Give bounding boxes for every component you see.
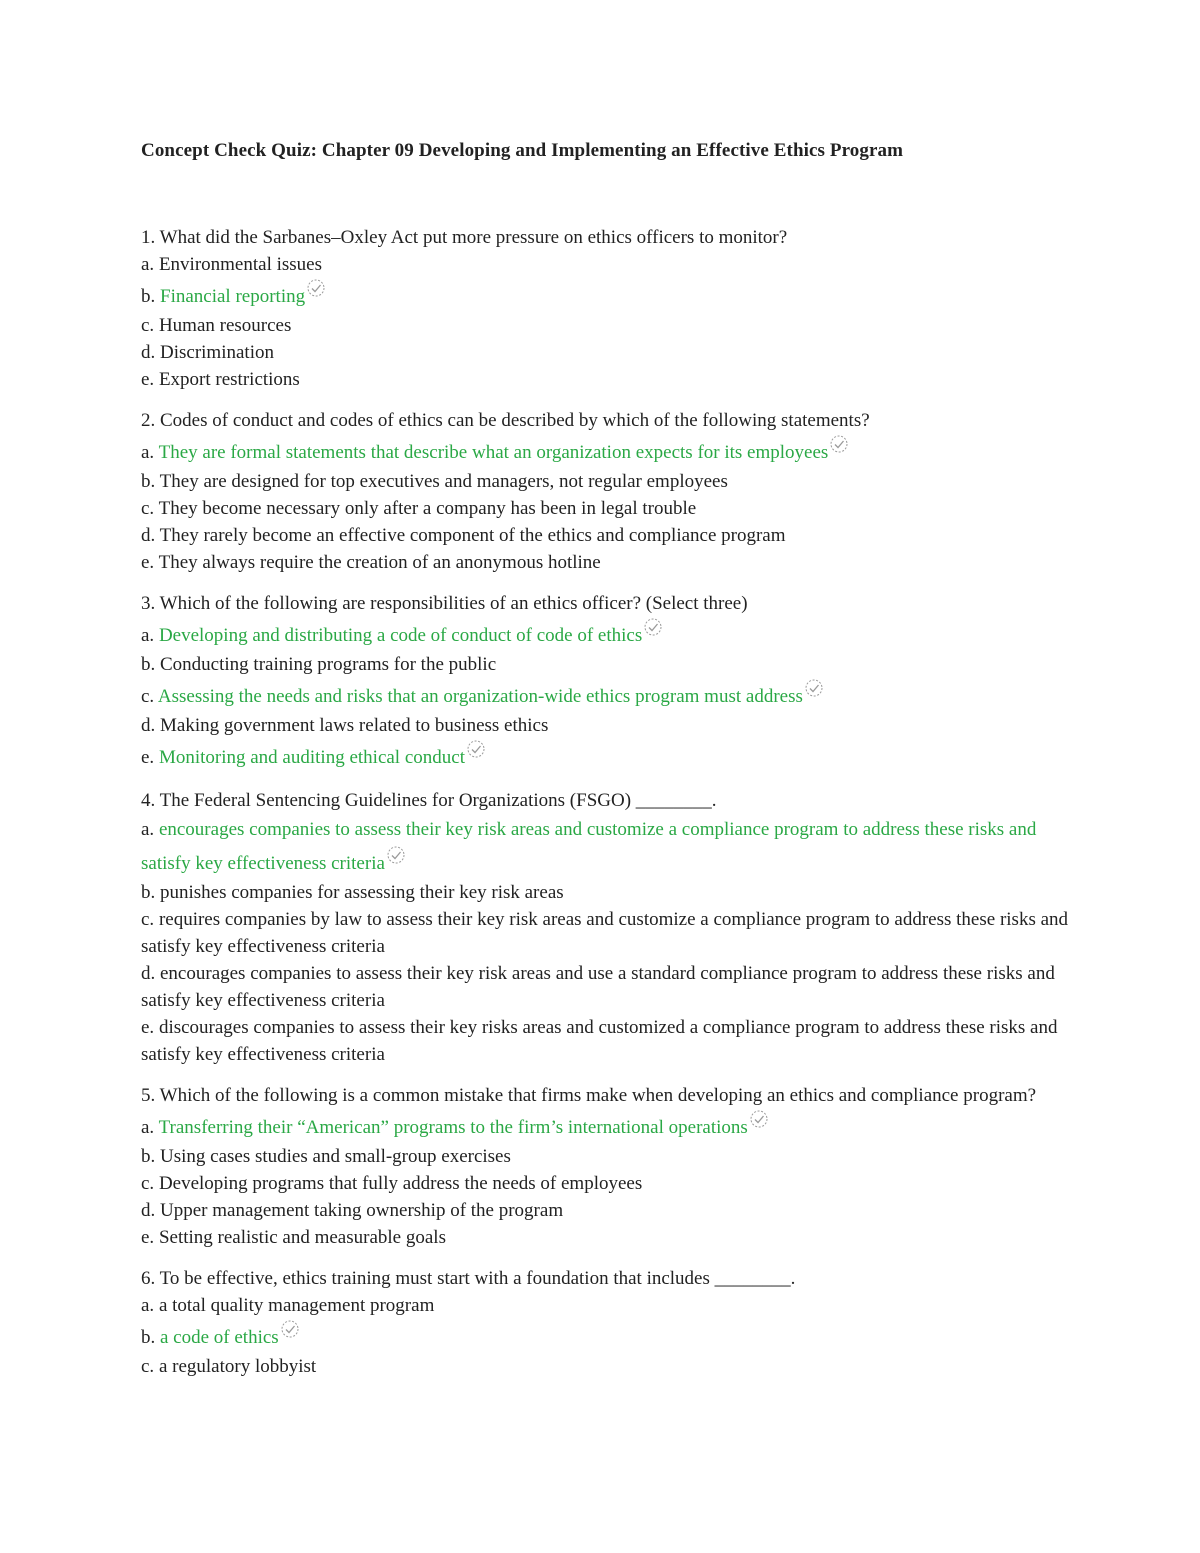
option-letter: a. — [141, 254, 155, 275]
answer-option — [141, 1170, 1071, 1197]
answer-option — [141, 339, 1071, 366]
option-letter: d. — [141, 715, 156, 736]
quiz-question-5 — [141, 1082, 1071, 1251]
option-letter: c. — [141, 1356, 155, 1377]
quiz-question-3 — [141, 590, 1071, 773]
question-text: 5. Which of the following is a common mistake that firms make when developing an ethics and compliance program? — [141, 1085, 1037, 1106]
option-letter: d. — [141, 1200, 156, 1221]
option-letter: b. — [141, 1146, 156, 1167]
quiz-question-2 — [141, 407, 1071, 576]
option-letter: c. — [141, 909, 155, 930]
option-text: Environmental issues — [158, 254, 322, 275]
option-text: They are formal statements that describe what an organization expects for its employees — [158, 442, 829, 463]
correct-answer-option — [141, 278, 1071, 312]
correct-answer-option — [141, 1109, 1071, 1143]
quiz-question-4 — [141, 787, 1071, 1068]
checkmark-circle-icon — [386, 845, 406, 865]
option-text: Assessing the needs and risks that an organization-wide ethics program must address — [157, 686, 803, 707]
option-letter: d. — [141, 963, 156, 984]
option-text: They always require the creation of an anonymous hotline — [158, 552, 601, 573]
answer-option — [141, 879, 1071, 906]
document-page — [141, 140, 1071, 1394]
correct-answer-option — [141, 434, 1071, 468]
option-letter: e. — [141, 369, 155, 390]
option-text: a code of ethics — [160, 1327, 279, 1348]
option-text: Transferring their “American” programs to the firm’s international operations — [158, 1117, 748, 1138]
option-text: Discrimination — [160, 342, 274, 363]
quiz-question-list — [141, 224, 1071, 1380]
option-letter: a. — [141, 1117, 155, 1138]
option-letter: e. — [141, 552, 155, 573]
correct-answer-option — [141, 678, 1071, 712]
answer-option — [141, 468, 1071, 495]
option-text: Financial reporting — [160, 286, 306, 307]
option-text: Upper management taking ownership of the program — [160, 1200, 564, 1221]
option-letter: b. — [141, 882, 156, 903]
quiz-question-1 — [141, 224, 1071, 393]
option-letter: b. — [141, 1327, 156, 1348]
answer-option — [141, 712, 1071, 739]
option-text: Using cases studies and small-group exercises — [160, 1146, 511, 1167]
option-text: Monitoring and auditing ethical conduct — [158, 747, 465, 768]
answer-option — [141, 522, 1071, 549]
option-letter: b. — [141, 654, 156, 675]
document-title: Concept Check Quiz: Chapter 09 Developing and Implementing an Effective Ethics Program — [141, 140, 904, 161]
option-text: They rarely become an effective component of the ethics and compliance program — [159, 525, 786, 546]
checkmark-circle-icon — [643, 617, 663, 637]
answer-option — [141, 1224, 1071, 1251]
answer-option — [141, 1353, 1071, 1380]
answer-option — [141, 651, 1071, 678]
question-text: 1. What did the Sarbanes–Oxley Act put more pressure on ethics officers to monitor? — [141, 227, 788, 248]
answer-option — [141, 251, 1071, 278]
answer-option — [141, 906, 1071, 960]
answer-option — [141, 549, 1071, 576]
answer-option — [141, 1292, 1071, 1319]
checkmark-circle-icon — [466, 739, 486, 759]
option-text: a regulatory lobbyist — [158, 1356, 317, 1377]
checkmark-circle-icon — [829, 434, 849, 454]
option-letter: e. — [141, 747, 155, 768]
option-letter: d. — [141, 342, 156, 363]
option-letter: b. — [141, 471, 156, 492]
quiz-question-6 — [141, 1265, 1071, 1380]
question-text: 4. The Federal Sentencing Guidelines for Organizations (FSGO) ________. — [141, 790, 717, 811]
option-text: They become necessary only after a company has been in legal trouble — [158, 498, 697, 519]
option-text: Developing programs that fully address the needs of employees — [158, 1173, 643, 1194]
answer-option — [141, 1014, 1071, 1068]
checkmark-circle-icon — [804, 678, 824, 698]
option-letter: a. — [141, 625, 155, 646]
correct-answer-option — [141, 617, 1071, 651]
option-letter: c. — [141, 686, 155, 707]
option-text: Export restrictions — [158, 369, 300, 390]
option-text: encourages companies to assess their key risk areas and customize a compliance program to address these risks and satisfy key effectiveness criteria — [141, 819, 1037, 874]
option-letter: e. — [141, 1227, 155, 1248]
answer-option — [141, 495, 1071, 522]
option-letter: a. — [141, 1295, 155, 1316]
answer-option — [141, 1197, 1071, 1224]
answer-option — [141, 960, 1071, 1014]
checkmark-circle-icon — [749, 1109, 769, 1129]
option-letter: e. — [141, 1017, 155, 1038]
checkmark-circle-icon — [306, 278, 326, 298]
checkmark-circle-icon — [280, 1319, 300, 1339]
option-text: encourages companies to assess their key risk areas and use a standard compliance program to address these risks and satisfy key effectiveness criteria — [141, 963, 1055, 1011]
option-text: a total quality management program — [158, 1295, 435, 1316]
option-text: punishes companies for assessing their key risk areas — [160, 882, 564, 903]
option-text: Setting realistic and measurable goals — [158, 1227, 446, 1248]
question-text: 3. Which of the following are responsibilities of an ethics officer? (Select three) — [141, 593, 748, 614]
option-text: Developing and distributing a code of conduct of code of ethics — [158, 625, 643, 646]
answer-option — [141, 1143, 1071, 1170]
option-letter: c. — [141, 1173, 155, 1194]
option-letter: d. — [141, 525, 156, 546]
option-letter: a. — [141, 819, 155, 840]
option-text: requires companies by law to assess their key risk areas and customize a compliance program to address these risks and satisfy key effectiveness criteria — [141, 909, 1069, 957]
option-text: Making government laws related to business ethics — [160, 715, 549, 736]
option-letter: a. — [141, 442, 155, 463]
option-text: discourages companies to assess their key risks areas and customized a compliance program to address these risks and satisfy key effectiveness criteria — [141, 1017, 1058, 1065]
option-letter: c. — [141, 498, 155, 519]
option-text: Conducting training programs for the public — [160, 654, 497, 675]
option-letter: b. — [141, 286, 156, 307]
option-letter: c. — [141, 315, 155, 336]
question-text: 2. Codes of conduct and codes of ethics can be described by which of the following statements? — [141, 410, 870, 431]
answer-option — [141, 366, 1071, 393]
correct-answer-option — [141, 739, 1071, 773]
correct-answer-option — [141, 1319, 1071, 1353]
answer-option — [141, 312, 1071, 339]
question-text: 6. To be effective, ethics training must start with a foundation that includes ________. — [141, 1268, 796, 1289]
option-text: They are designed for top executives and managers, not regular employees — [159, 471, 728, 492]
correct-answer-option — [141, 814, 1071, 879]
option-text: Human resources — [158, 315, 292, 336]
